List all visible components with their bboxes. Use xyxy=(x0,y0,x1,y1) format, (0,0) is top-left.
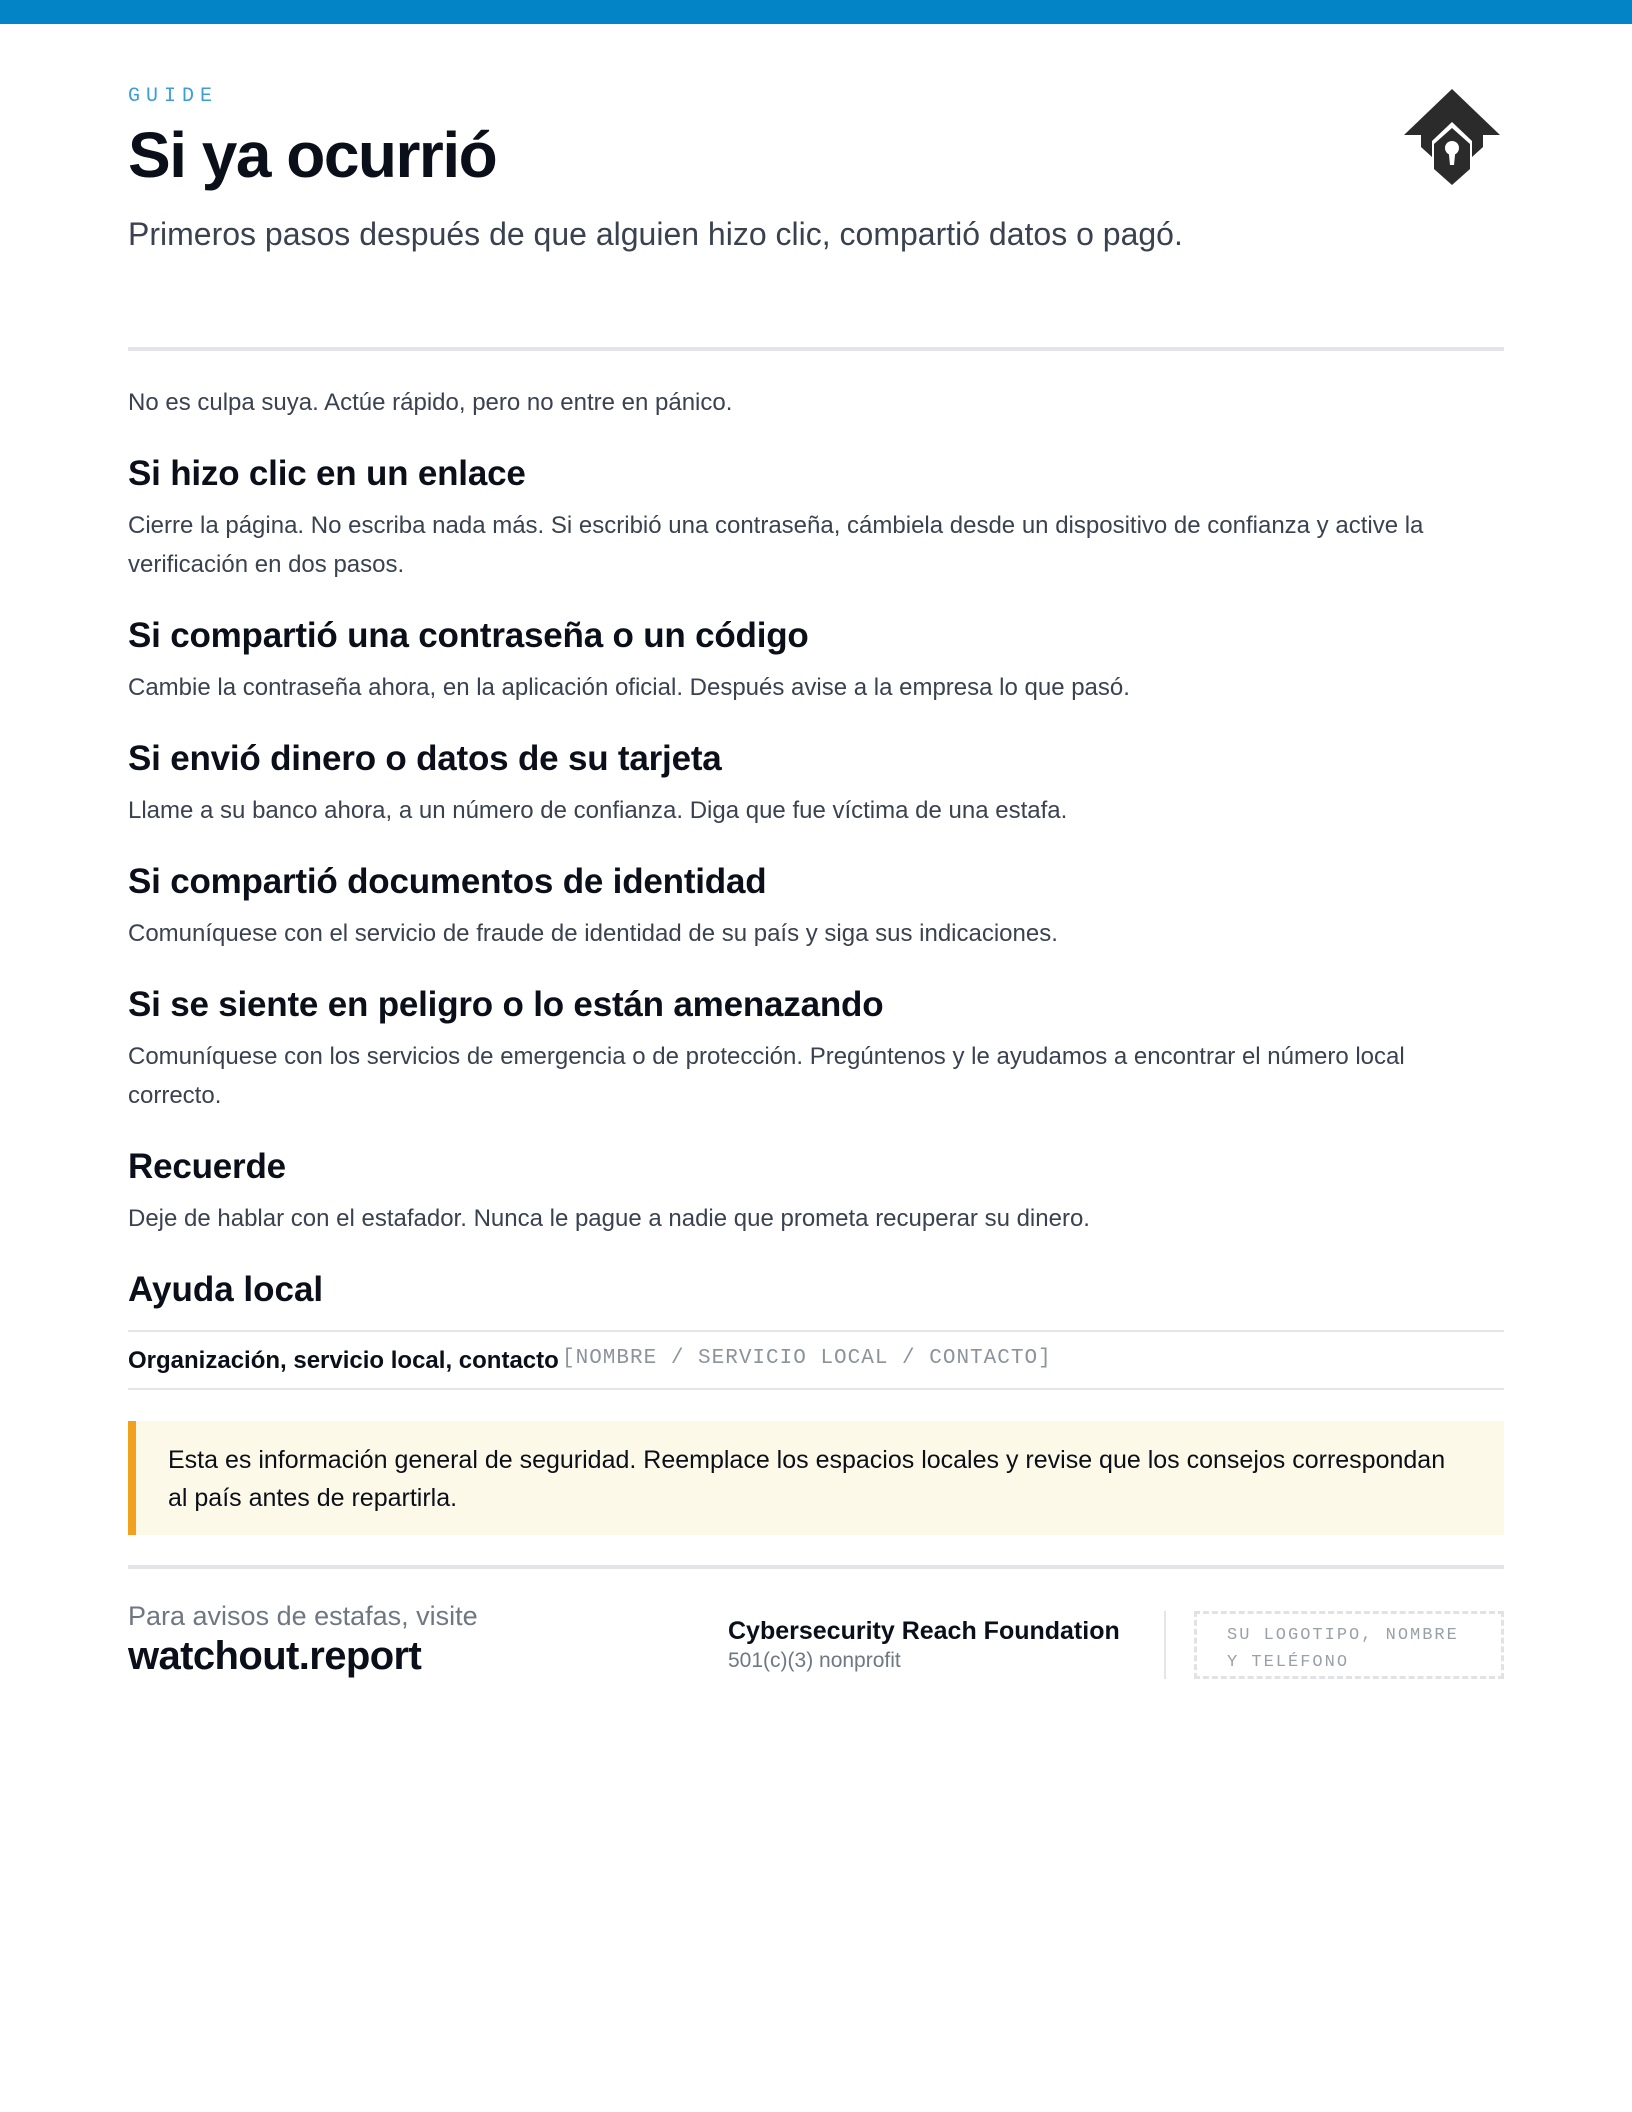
eyebrow-label: GUIDE xyxy=(128,85,219,108)
section-remember xyxy=(128,1145,1504,1238)
main-content xyxy=(128,384,1504,1689)
top-accent-bar xyxy=(0,0,1632,24)
footer xyxy=(128,1569,1504,1689)
section-shared-id xyxy=(128,860,1504,953)
footer-visit-text: Para avisos de estafas, visite xyxy=(128,1601,478,1631)
local-help-heading: Ayuda local xyxy=(128,1270,324,1309)
footer-vertical-divider xyxy=(1164,1611,1166,1679)
section-clicked-link xyxy=(128,452,1504,584)
org-type: 501(c)(3) nonprofit xyxy=(728,1649,901,1672)
local-help-placeholder: [NOMBRE / SERVICIO LOCAL / CONTACTO] xyxy=(562,1347,1052,1370)
footer-org-block xyxy=(728,1615,1120,1675)
local-help-label: Organización, servicio local, contacto xyxy=(128,1347,559,1374)
section-body: Llame a su banco ahora, a un número de confianza. Diga que fue víctima de una estafa. xyxy=(128,797,1068,824)
section-heading: Si compartió una contraseña o un código xyxy=(128,616,809,655)
org-name: Cybersecurity Reach Foundation xyxy=(728,1617,1120,1645)
logo-placeholder-line: SU LOGOTIPO, NOMBRE xyxy=(1227,1626,1459,1645)
footer-visit-block xyxy=(128,1599,478,1679)
page-subtitle: Primeros pasos después de que alguien hizo clic, compartió datos o pagó. xyxy=(128,216,1183,252)
header-divider xyxy=(128,347,1504,351)
section-shared-password xyxy=(128,614,1504,707)
logo-placeholder-box xyxy=(1194,1611,1504,1679)
notice-callout: Esta es información general de seguridad. Reemplace los espacios locales y revise que los consejos correspondan al país antes de repartirla. xyxy=(128,1421,1504,1535)
section-heading: Recuerde xyxy=(128,1147,286,1186)
footer-site-link[interactable]: watchout.report xyxy=(128,1634,422,1678)
section-in-danger xyxy=(128,983,1504,1115)
section-heading: Si se siente en peligro o lo están amenazando xyxy=(128,985,884,1024)
page-title: Si ya ocurrió xyxy=(128,119,497,191)
section-heading: Si compartió documentos de identidad xyxy=(128,862,767,901)
local-help-table xyxy=(128,1330,1504,1390)
section-heading: Si hizo clic en un enlace xyxy=(128,454,526,493)
section-body: Deje de hablar con el estafador. Nunca le pague a nadie que prometa recuperar su dinero. xyxy=(128,1205,1090,1232)
section-body: Comuníquese con el servicio de fraude de identidad de su país y siga sus indicaciones. xyxy=(128,920,1058,947)
intro-text: No es culpa suya. Actúe rápido, pero no entre en pánico. xyxy=(128,389,733,416)
section-body: Comuníquese con los servicios de emergencia o de protección. Pregúntenos y le ayudamos a encontrar el número local correcto. xyxy=(128,1043,1405,1109)
shield-lock-icon xyxy=(1400,85,1504,189)
section-body: Cambie la contraseña ahora, en la aplicación oficial. Después avise a la empresa lo que pasó. xyxy=(128,674,1130,701)
logo-placeholder-line: Y TELÉFONO xyxy=(1227,1653,1350,1672)
section-heading: Si envió dinero o datos de su tarjeta xyxy=(128,739,722,778)
section-body: Cierre la página. No escriba nada más. Si escribió una contraseña, cámbiela desde un dispositivo de confianza y active la verificación en dos pasos. xyxy=(128,512,1424,578)
section-sent-money xyxy=(128,737,1504,830)
